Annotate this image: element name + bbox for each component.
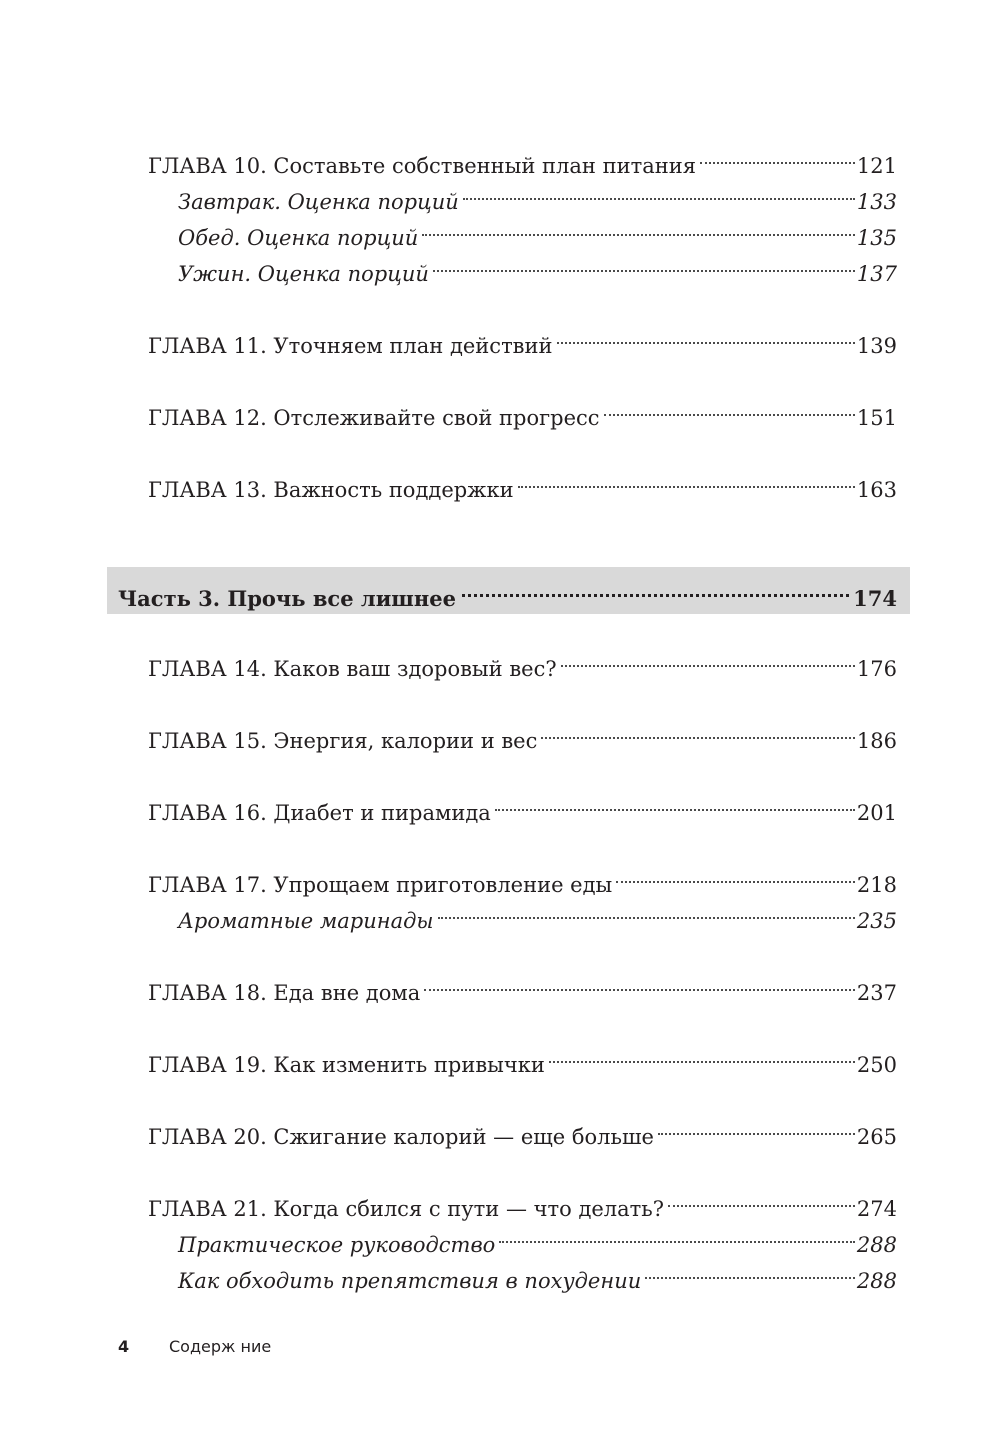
toc-entry-page: 186: [856, 729, 897, 753]
dot-leader: [541, 716, 855, 748]
toc-entry-chapter-19[interactable]: [148, 1040, 897, 1077]
toc-entry-label: ГЛАВА 17. Упрощаем приготовление еды: [148, 873, 613, 897]
dot-leader: [561, 644, 855, 676]
toc-entry-page: 237: [856, 981, 897, 1005]
toc-entry-chapter-15[interactable]: [148, 716, 897, 753]
dot-leader: [433, 249, 855, 281]
dot-leader: [518, 465, 855, 497]
toc-entry-page: 163: [856, 478, 897, 502]
toc-entry-chapter-12[interactable]: [148, 393, 897, 430]
toc-entry-page: 250: [856, 1053, 897, 1077]
toc-entry-label: ГЛАВА 13. Важность поддержки: [148, 478, 514, 502]
toc-entry-dinner[interactable]: [178, 249, 897, 286]
toc-entry-label: ГЛАВА 18. Еда вне дома: [148, 981, 421, 1005]
toc-entry-chapter-13[interactable]: [148, 465, 897, 502]
toc-entry-page: 218: [856, 873, 897, 897]
toc-entry-part-3[interactable]: [118, 574, 897, 611]
toc-entry-chapter-14[interactable]: [148, 644, 897, 681]
toc-entry-chapter-10[interactable]: [148, 141, 897, 178]
toc-entry-label: ГЛАВА 11. Уточняем план действий: [148, 334, 553, 358]
toc-entry-practical-guide[interactable]: [178, 1220, 897, 1257]
part-heading-page: 174: [853, 586, 897, 611]
toc-entry-label: Ужин. Оценка порций: [178, 262, 429, 286]
toc-entry-label: ГЛАВА 20. Сжигание калорий — еще больше: [148, 1125, 654, 1149]
dot-leader: [499, 1220, 855, 1252]
toc-entry-page: 121: [856, 154, 897, 178]
toc-entry-label: ГЛАВА 15. Энергия, калории и вес: [148, 729, 538, 753]
toc-entry-page: 135: [856, 226, 897, 250]
toc-entry-label: ГЛАВА 14. Каков ваш здоровый вес?: [148, 657, 557, 681]
toc-entry-label: ГЛАВА 21. Когда сбился с пути — что делать?: [148, 1197, 664, 1221]
dot-leader: [658, 1112, 855, 1144]
footer-page-number: 4: [118, 1337, 130, 1356]
footer-running-title: Содерж ние: [169, 1337, 272, 1356]
dot-leader: [463, 177, 855, 209]
toc-entry-obstacles[interactable]: [178, 1256, 897, 1293]
toc-entry-label: Обед. Оценка порций: [178, 226, 419, 250]
toc-entry-page: 137: [856, 262, 897, 286]
toc-entry-chapter-18[interactable]: [148, 968, 897, 1005]
toc-entry-chapter-17[interactable]: [148, 860, 897, 897]
toc-entry-label: Как обходить препятствия в похудении: [178, 1269, 642, 1293]
toc-entry-page: 151: [856, 406, 897, 430]
dot-leader: [549, 1040, 855, 1072]
toc-entry-chapter-20[interactable]: [148, 1112, 897, 1149]
toc-entry-label: ГЛАВА 10. Составьте собственный план питания: [148, 154, 696, 178]
dot-leader: [700, 141, 855, 173]
toc-entry-label: ГЛАВА 12. Отслеживайте свой прогресс: [148, 406, 600, 430]
toc-entry-page: 139: [856, 334, 897, 358]
toc-entry-page: 274: [856, 1197, 897, 1221]
toc-entry-breakfast[interactable]: [178, 177, 897, 214]
dot-leader: [462, 574, 849, 606]
dot-leader: [604, 393, 855, 425]
part-heading-label: Часть 3. Прочь все лишнее: [118, 586, 456, 611]
dot-leader: [495, 788, 855, 820]
dot-leader: [668, 1184, 855, 1216]
dot-leader: [422, 213, 855, 245]
dot-leader: [438, 896, 855, 928]
toc-entry-marinades[interactable]: [178, 896, 897, 933]
toc-entry-chapter-11[interactable]: [148, 321, 897, 358]
toc-entry-page: 265: [856, 1125, 897, 1149]
toc-entry-lunch[interactable]: [178, 213, 897, 250]
toc-entry-label: Практическое руководство: [178, 1233, 496, 1257]
toc-entry-label: ГЛАВА 19. Как изменить привычки: [148, 1053, 545, 1077]
toc-entry-page: 288: [856, 1233, 897, 1257]
toc-entry-page: 288: [856, 1269, 897, 1293]
toc-entry-chapter-16[interactable]: [148, 788, 897, 825]
toc-entry-page: 133: [856, 190, 897, 214]
dot-leader: [645, 1256, 855, 1288]
dot-leader: [616, 860, 855, 892]
toc-entry-label: Завтрак. Оценка порций: [178, 190, 459, 214]
toc-entry-page: 235: [856, 909, 897, 933]
toc-entry-chapter-21[interactable]: [148, 1184, 897, 1221]
dot-leader: [424, 968, 855, 1000]
toc-entry-page: 176: [856, 657, 897, 681]
toc-entry-page: 201: [856, 801, 897, 825]
dot-leader: [557, 321, 855, 353]
toc-entry-label: Ароматные маринады: [178, 909, 434, 933]
toc-entry-label: ГЛАВА 16. Диабет и пирамида: [148, 801, 491, 825]
